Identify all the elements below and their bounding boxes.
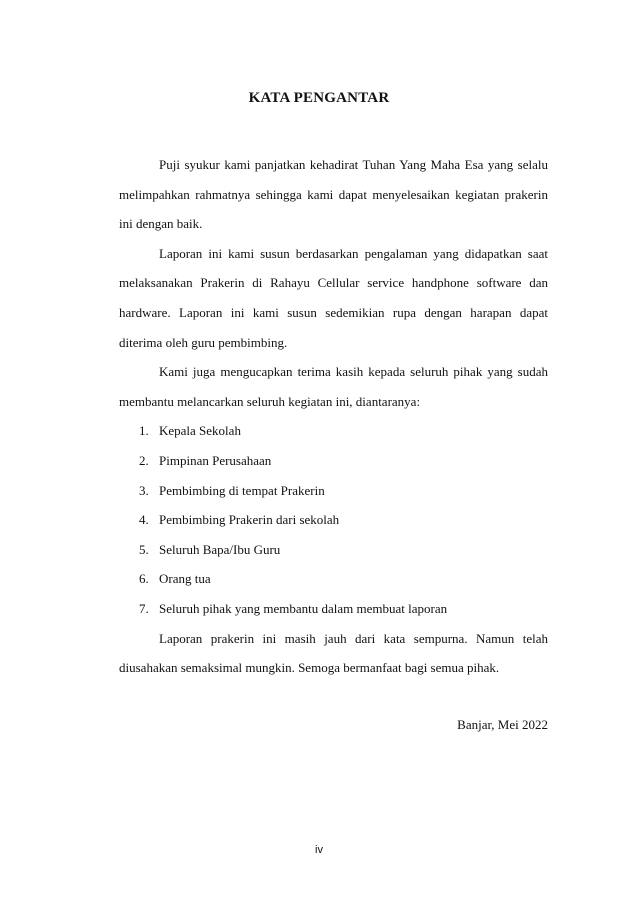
list-number: 3. xyxy=(139,482,149,498)
page-number: iv xyxy=(315,844,323,856)
list-text: Pembimbing di tempat Prakerin xyxy=(159,482,325,498)
list-item xyxy=(119,594,548,624)
list-text: Pimpinan Perusahaan xyxy=(159,452,272,468)
list-item xyxy=(119,446,548,476)
paragraph-report: Laporan ini kami susun berdasarkan pengalaman yang didapatkan saat melaksanakan Prakerin di Rahayu Cellular service handphone software dan hardware. Laporan ini kami susun sedemikian rupa dengan harapan dapat diterima oleh guru pembimbing. xyxy=(119,245,548,350)
list-text: Pembimbing Prakerin dari sekolah xyxy=(159,512,340,528)
list-item xyxy=(119,535,548,565)
list-text: Seluruh Bapa/Ibu Guru xyxy=(159,541,281,557)
list-item xyxy=(119,505,548,535)
list-number: 2. xyxy=(139,452,149,468)
list-item xyxy=(119,476,548,506)
paragraph-thanks: Kami juga mengucapkan terima kasih kepada seluruh pihak yang sudah membantu melancarkan seluruh kegiatan ini, diantaranya: xyxy=(119,364,548,409)
paragraph-closing: Laporan prakerin ini masih jauh dari kata sempurna. Namun telah diusahakan semaksimal mungkin. Semoga bermanfaat bagi semua pihak. xyxy=(119,630,548,676)
signoff-place-date: Banjar, Mei 2022 xyxy=(457,717,548,732)
list-number: 7. xyxy=(139,600,149,616)
list-number: 4. xyxy=(139,512,149,528)
list-text: Kepala Sekolah xyxy=(159,423,241,439)
list-number: 1. xyxy=(139,423,149,439)
list-text: Orang tua xyxy=(159,571,211,587)
paragraph-intro: Puji syukur kami panjatkan kehadirat Tuhan Yang Maha Esa yang selalu melimpahkan rahmatnya sehingga kami dapat menyelesaikan kegiatan prakerin ini dengan baik. xyxy=(119,157,548,232)
list-number: 6. xyxy=(139,571,149,587)
list-item xyxy=(119,564,548,594)
list-number: 5. xyxy=(139,541,149,557)
list-item xyxy=(119,416,548,446)
thanks-list xyxy=(119,416,548,623)
list-text: Seluruh pihak yang membantu dalam membuat laporan xyxy=(159,600,448,616)
document-body xyxy=(119,150,548,683)
page-title: KATA PENGANTAR xyxy=(248,90,390,106)
